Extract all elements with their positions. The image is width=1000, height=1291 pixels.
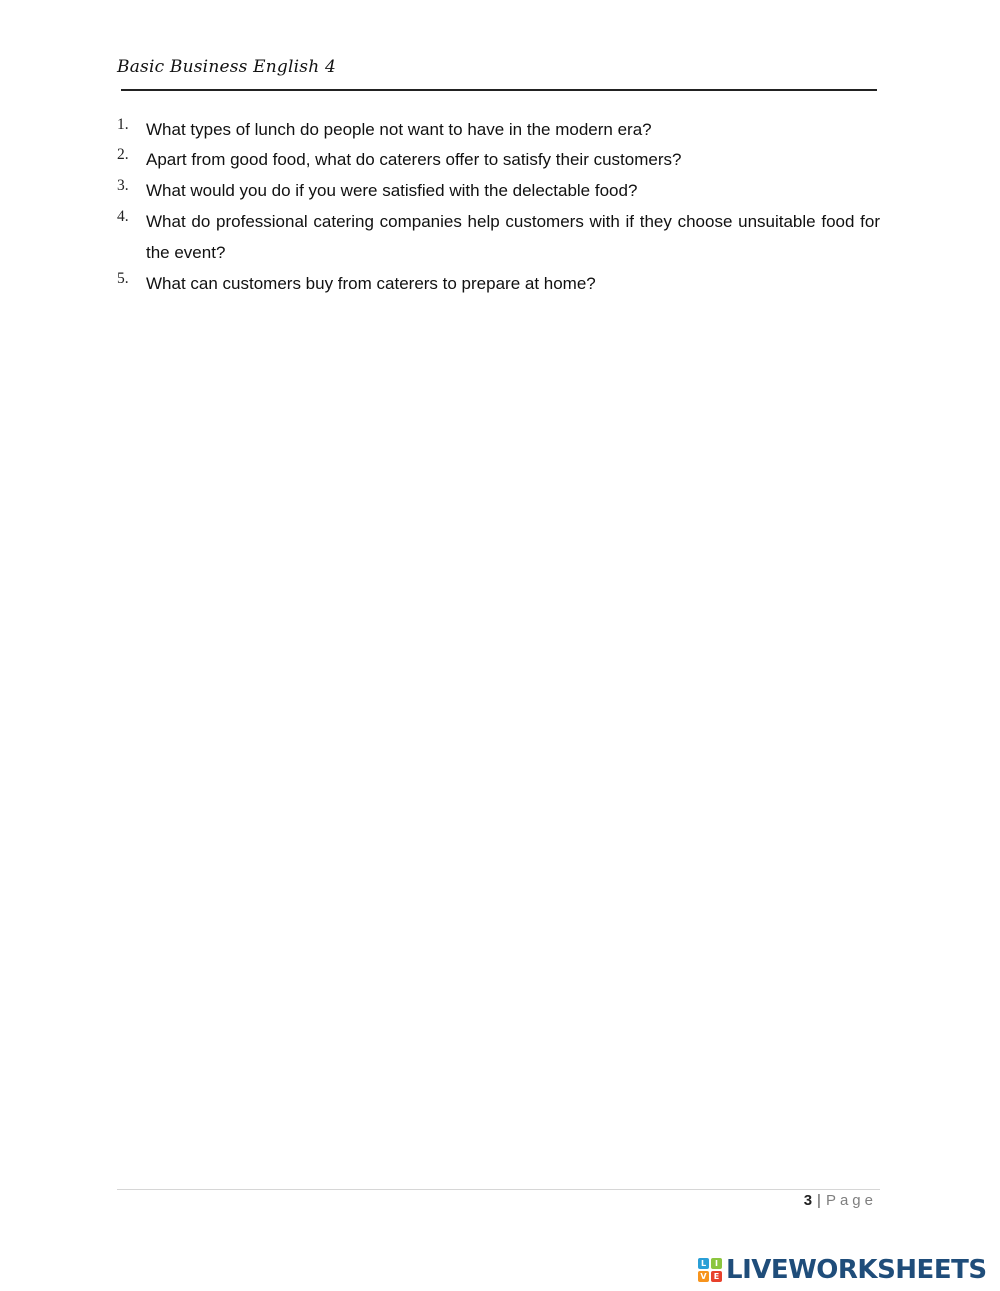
question-text: What would you do if you were satisfied with the delectable food?: [146, 181, 638, 200]
logo-tile-i: I: [711, 1258, 722, 1269]
logo-tile-l: L: [698, 1258, 709, 1269]
question-number: 1.: [117, 116, 129, 133]
page-number-label: [804, 1192, 877, 1209]
question-text: What do professional catering companies help customers with if they choose unsuitable food for the event?: [146, 212, 880, 262]
question-number: 3.: [117, 177, 129, 194]
header-title: Basic Business English 4: [117, 57, 336, 77]
page-word: Page: [825, 1192, 877, 1209]
liveworksheets-brand[interactable]: [698, 1255, 987, 1285]
question-text: What types of lunch do people not want to have in the modern era?: [146, 120, 652, 139]
liveworksheets-logo-icon: [698, 1258, 722, 1282]
question-text: What can customers buy from caterers to prepare at home?: [146, 274, 596, 293]
question-number: 4.: [117, 208, 129, 225]
logo-tile-v: V: [698, 1271, 709, 1282]
header-divider: [121, 89, 877, 91]
footer-divider: [117, 1189, 880, 1190]
page-number: 3: [803, 1192, 813, 1209]
logo-tile-e: E: [711, 1271, 722, 1282]
question-number: 2.: [117, 146, 129, 163]
question-number: 5.: [117, 270, 129, 287]
page-separator: |: [817, 1192, 821, 1209]
brand-text: LIVEWORKSHEETS: [726, 1255, 987, 1285]
question-text: Apart from good food, what do caterers offer to satisfy their customers?: [146, 150, 682, 169]
